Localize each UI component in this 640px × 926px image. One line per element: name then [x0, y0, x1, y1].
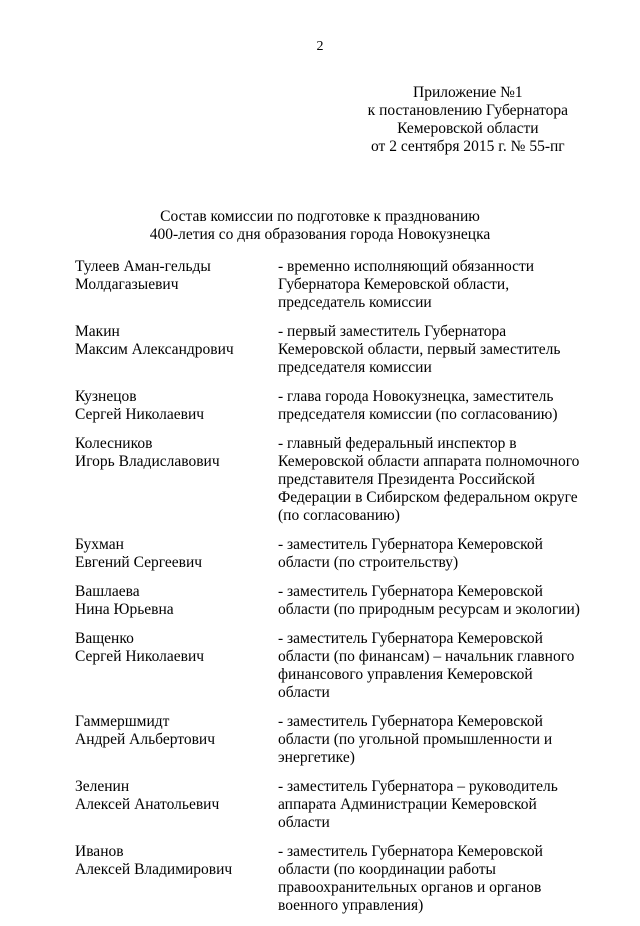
member-name: [75, 258, 278, 312]
member-role: [278, 536, 590, 572]
member-row: [75, 843, 595, 915]
member-row: [75, 778, 595, 832]
member-name: [75, 778, 278, 832]
member-name: [75, 630, 278, 702]
appendix-line: Приложение №1: [413, 84, 523, 101]
member-role-line: (по согласованию): [278, 507, 400, 524]
member-role-line: Кемеровской области аппарата полномочного: [278, 453, 580, 470]
member-role-line: Кемеровской области, первый заместитель: [278, 341, 561, 358]
member-name-line: Сергей Николаевич: [75, 406, 205, 423]
member-role-line: энергетике): [278, 749, 355, 766]
member-role-line: председателя комиссии (по согласованию): [278, 406, 558, 423]
member-name: [75, 536, 278, 572]
member-name-line: Ващенко: [75, 630, 134, 647]
appendix-header: [368, 84, 568, 156]
member-name-line: Евгений Сергеевич: [75, 554, 203, 571]
member-role-line: - глава города Новокузнецка, заместитель: [278, 388, 554, 405]
member-role-line: - первый заместитель Губернатора: [278, 323, 507, 340]
member-row: [75, 583, 595, 619]
member-name-line: Сергей Николаевич: [75, 648, 205, 665]
member-role-line: представителя Президента Российской: [278, 471, 535, 488]
member-role-line: области (по угольной промышленности и: [278, 731, 553, 748]
member-role-line: - заместитель Губернатора Кемеровской: [278, 583, 543, 600]
member-role: [278, 258, 590, 312]
member-name-line: Максим Александрович: [75, 341, 234, 358]
member-role-line: - заместитель Губернатора Кемеровской: [278, 843, 543, 860]
member-role: [278, 435, 590, 525]
member-row: [75, 536, 595, 572]
member-name-line: Игорь Владиславович: [75, 453, 220, 470]
appendix-line: к постановлению Губернатора: [367, 102, 568, 119]
member-row: [75, 258, 595, 312]
member-role: [278, 843, 590, 915]
member-row: [75, 435, 595, 525]
member-name-line: Бухман: [75, 536, 124, 553]
member-role-line: области (по координации работы: [278, 861, 496, 878]
member-role-line: - заместитель Губернатора Кемеровской: [278, 536, 543, 553]
member-role-line: председатель комиссии: [278, 294, 432, 311]
member-name-line: Гаммершмидт: [75, 713, 170, 730]
member-role: [278, 630, 590, 702]
member-role-line: - временно исполняющий обязанности: [278, 258, 535, 275]
member-name: [75, 713, 278, 767]
member-role: [278, 323, 590, 377]
commission-members-list: [75, 258, 595, 926]
member-role-line: Федерации в Сибирском федеральном округе: [278, 489, 578, 506]
member-name-line: Алексей Анатольевич: [75, 796, 220, 813]
member-name: [75, 843, 278, 915]
member-role: [278, 583, 590, 619]
member-role-line: председателя комиссии: [278, 359, 432, 376]
member-name-line: Кузнецов: [75, 388, 137, 405]
member-name: [75, 435, 278, 525]
appendix-line: от 2 сентября 2015 г. № 55-пг: [371, 138, 565, 155]
member-role: [278, 713, 590, 767]
appendix-line: Кемеровской области: [397, 120, 539, 137]
member-role-line: финансового управления Кемеровской: [278, 666, 533, 683]
member-role-line: - главный федеральный инспектор в: [278, 435, 517, 452]
member-role-line: области (по строительству): [278, 554, 459, 571]
member-row: [75, 388, 595, 424]
member-role-line: области (по финансам) – начальник главного: [278, 648, 575, 665]
member-row: [75, 323, 595, 377]
title-line: 400-летия со дня образования города Новокузнецка: [149, 226, 491, 243]
member-name-line: Тулеев Аман-гельды: [75, 258, 211, 275]
member-name-line: Вашлаева: [75, 583, 140, 600]
member-role-line: - заместитель Губернатора Кемеровской: [278, 630, 543, 647]
member-name-line: Андрей Альбертович: [75, 731, 216, 748]
member-role-line: военного управления): [278, 897, 424, 914]
member-role: [278, 778, 590, 832]
member-role-line: области (по природным ресурсам и экологии): [278, 601, 580, 618]
member-role-line: области: [278, 684, 330, 701]
member-row: [75, 630, 595, 702]
member-role-line: - заместитель Губернатора Кемеровской: [278, 713, 543, 730]
page-number: 2: [316, 39, 324, 54]
member-role-line: области: [278, 814, 330, 831]
member-name-line: Иванов: [75, 843, 124, 860]
member-name-line: Макин: [75, 323, 120, 340]
member-name-line: Алексей Владимирович: [75, 861, 233, 878]
member-name: [75, 583, 278, 619]
member-name-line: Зеленин: [75, 778, 130, 795]
member-name: [75, 323, 278, 377]
member-name-line: Нина Юрьевна: [75, 601, 174, 618]
member-role-line: правоохранительных органов и органов: [278, 879, 542, 896]
member-name-line: Колесников: [75, 435, 153, 452]
member-name-line: Молдагазыевич: [75, 276, 179, 293]
member-role-line: - заместитель Губернатора – руководитель: [278, 778, 558, 795]
title-line: Состав комиссии по подготовке к празднованию: [160, 208, 480, 225]
member-role: [278, 388, 590, 424]
member-name: [75, 388, 278, 424]
member-row: [75, 713, 595, 767]
member-role-line: аппарата Администрации Кемеровской: [278, 796, 537, 813]
document-title: [0, 208, 640, 244]
member-role-line: Губернатора Кемеровской области,: [278, 276, 510, 293]
